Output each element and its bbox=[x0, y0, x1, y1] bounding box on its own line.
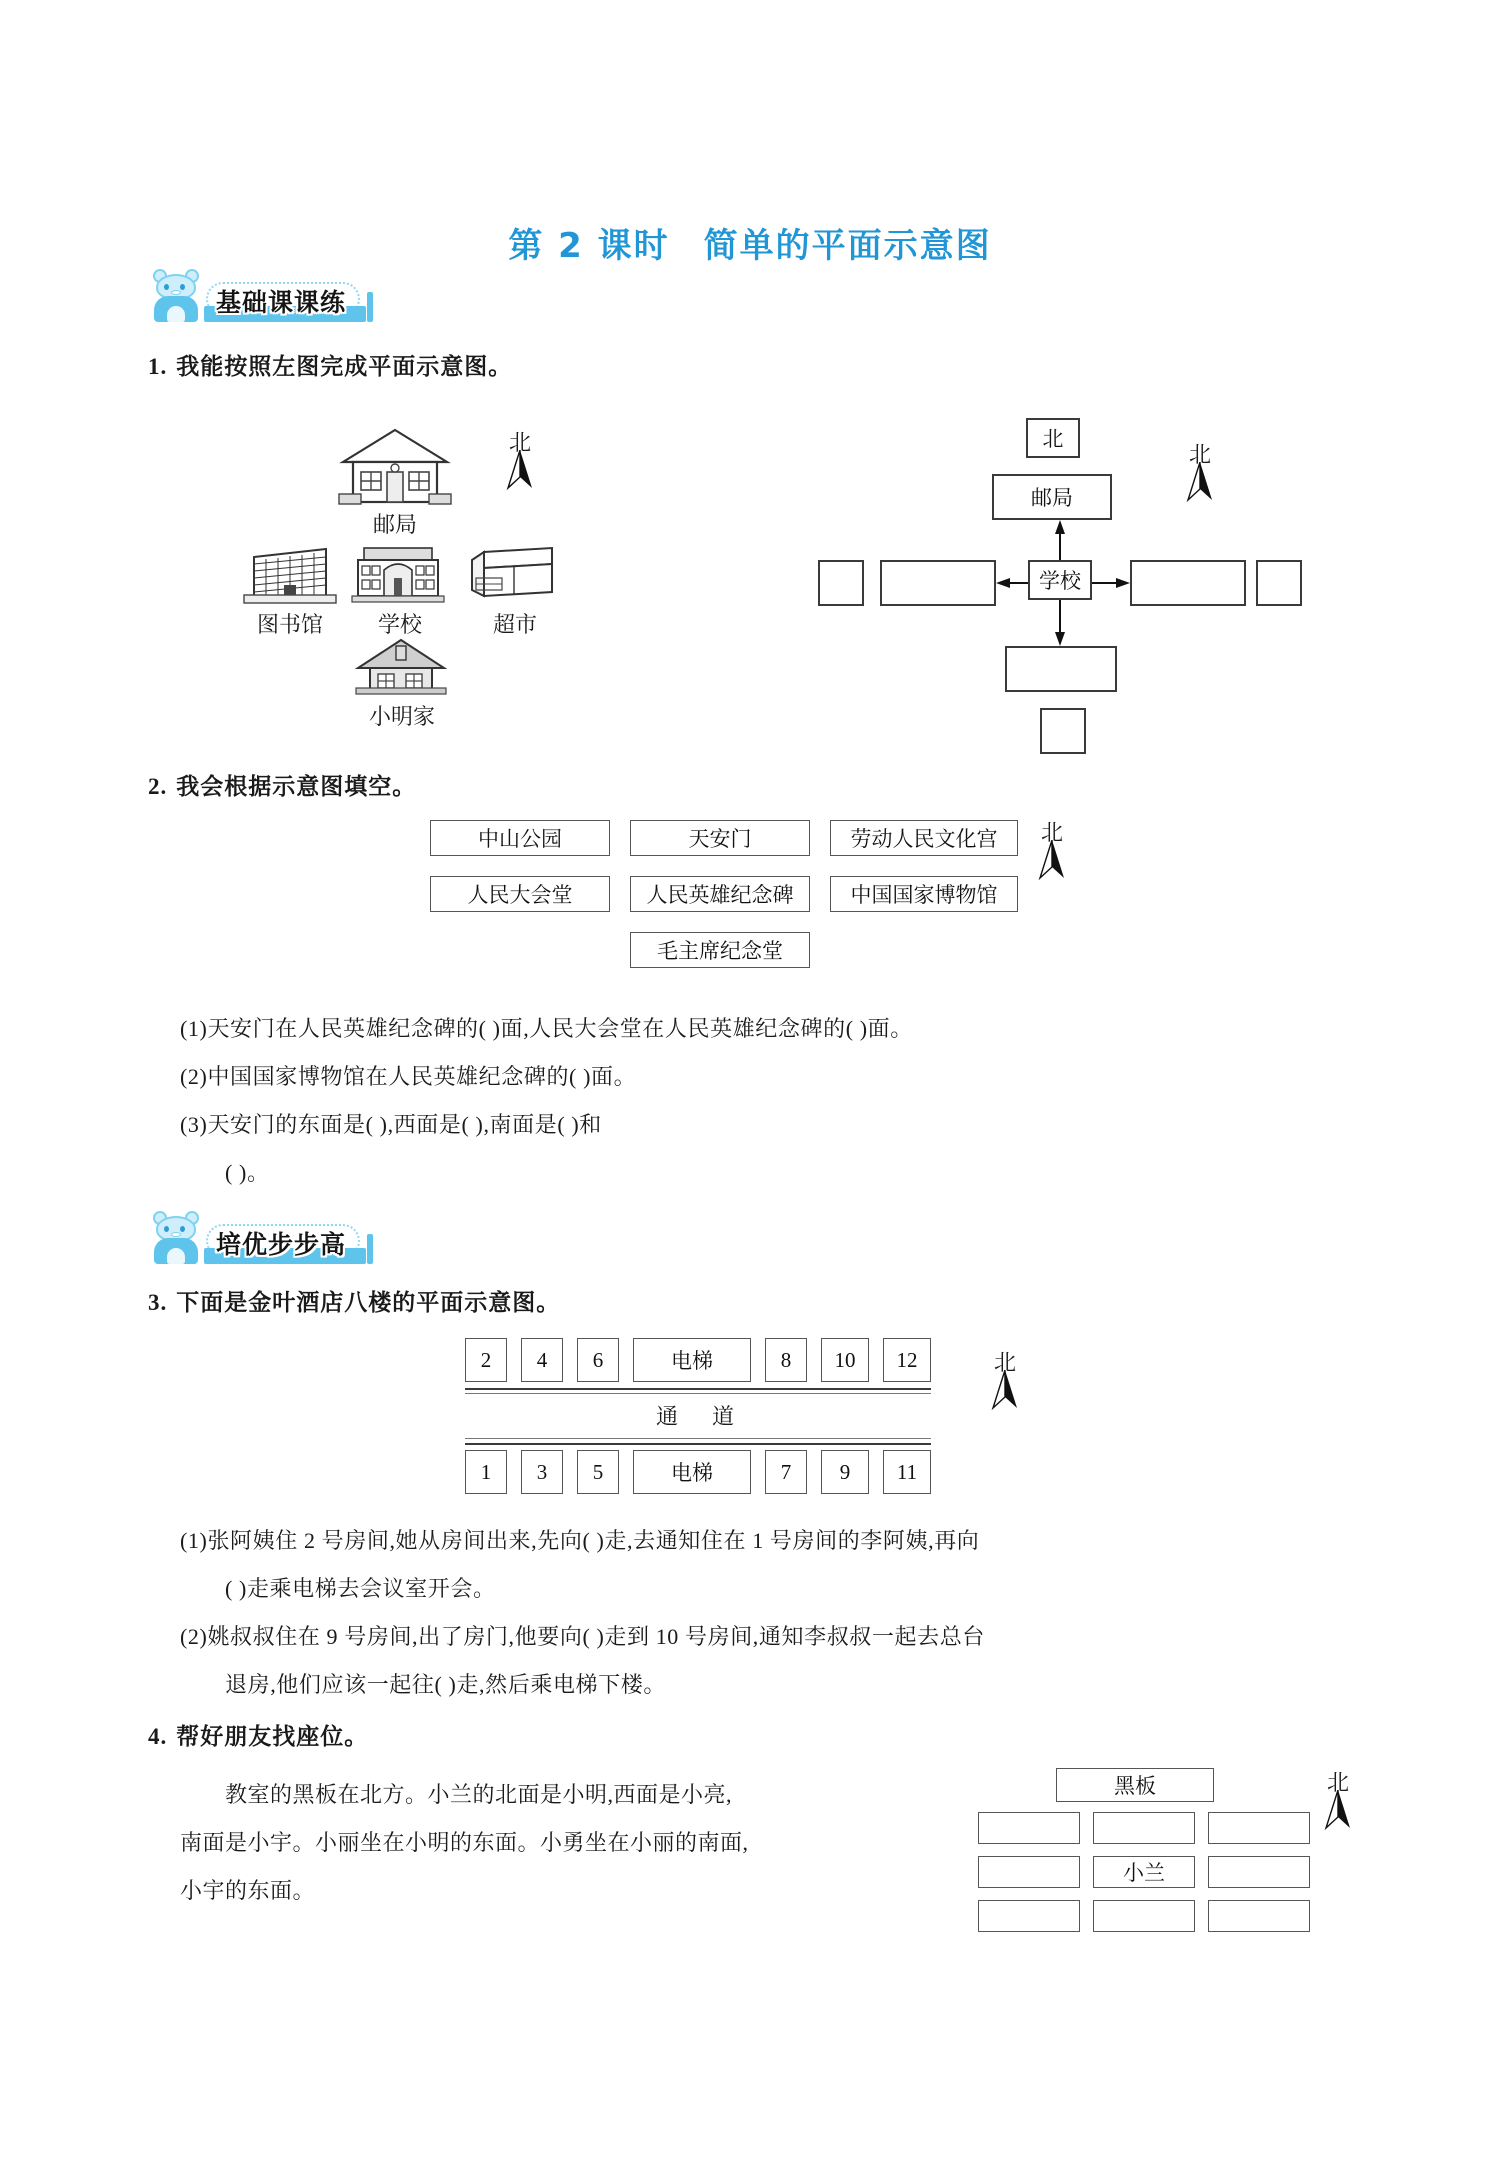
schematic-blank-bottom-small[interactable] bbox=[1040, 708, 1086, 754]
room-box-3: 3 bbox=[521, 1450, 563, 1494]
q3-floorplan-figure bbox=[455, 1338, 1075, 1508]
q1-picture-figure bbox=[230, 408, 585, 738]
home-house-icon bbox=[348, 636, 454, 698]
q3-item-1a: (1)张阿姨住 2 号房间,她从房间出来,先向( )走,去通知住在 1 号房间的李阿姨,再向 bbox=[180, 1528, 980, 1553]
room-box-8: 8 bbox=[765, 1338, 807, 1382]
q3-item-2a: (2)姚叔叔住在 9 号房间,出了房门,他要向( )走到 10 号房间,通知李叔叔一起去总台 bbox=[180, 1624, 985, 1649]
q4-body-line-1: 教室的黑板在北方。小兰的北面是小明,西面是小亮, bbox=[180, 1782, 733, 1807]
compass-north-label: 北 bbox=[508, 430, 531, 455]
map-box-monument-to-heroes: 人民英雄纪念碑 bbox=[630, 876, 810, 912]
seat-r2-c2-xiaolan: 小兰 bbox=[1093, 1856, 1195, 1888]
room-box-6: 6 bbox=[577, 1338, 619, 1382]
room-box-7: 7 bbox=[765, 1450, 807, 1494]
room-box-11: 11 bbox=[883, 1450, 931, 1494]
q2-item-3: (3)天安门的东面是( ),西面是( ),南面是( )和 bbox=[180, 1112, 602, 1137]
question-1-number: 1. bbox=[148, 354, 168, 379]
home-label: 小明家 bbox=[368, 704, 435, 729]
room-box-1: 1 bbox=[465, 1450, 507, 1494]
room-box-5: 5 bbox=[577, 1450, 619, 1494]
q2-item-2: (2)中国国家博物馆在人民英雄纪念碑的( )面。 bbox=[180, 1064, 637, 1089]
q4-body-line-3: 小宇的东面。 bbox=[180, 1878, 316, 1903]
room-box-10: 10 bbox=[821, 1338, 869, 1382]
seat-r3-c2[interactable] bbox=[1093, 1900, 1195, 1932]
schematic-north-box: 北 bbox=[1026, 418, 1080, 458]
seat-r2-c3[interactable] bbox=[1208, 1856, 1310, 1888]
compass-icon-q1-left bbox=[498, 426, 542, 490]
supermarket-icon bbox=[468, 546, 560, 602]
page-title-main: 简单的平面示意图 bbox=[703, 226, 992, 266]
map-box-great-hall: 人民大会堂 bbox=[430, 876, 610, 912]
elevator-box-top: 电梯 bbox=[633, 1338, 751, 1382]
seat-r2-c1[interactable] bbox=[978, 1856, 1080, 1888]
q3-item-1b: ( )走乘电梯去会议室开会。 bbox=[225, 1576, 496, 1601]
schematic-blank-far-left[interactable] bbox=[818, 560, 864, 606]
map-box-working-peoples-palace: 劳动人民文化宫 bbox=[830, 820, 1018, 856]
question-2-text: 我会根据示意图填空。 bbox=[176, 774, 417, 800]
question-4-heading bbox=[148, 1718, 368, 1751]
seat-r3-c3[interactable] bbox=[1208, 1900, 1310, 1932]
compass-icon-q4 bbox=[1316, 1766, 1360, 1830]
school-label: 学校 bbox=[377, 612, 422, 637]
q2-map-figure bbox=[430, 820, 1110, 1000]
section-badge-basic-label: 基础课课练 bbox=[216, 288, 347, 317]
schematic-post-office-box: 邮局 bbox=[992, 474, 1112, 520]
room-box-12: 12 bbox=[883, 1338, 931, 1382]
corridor-divider-bottom bbox=[465, 1443, 931, 1445]
seat-r1-c3[interactable] bbox=[1208, 1812, 1310, 1844]
question-2-heading bbox=[148, 768, 416, 801]
schematic-blank-right[interactable] bbox=[1130, 560, 1246, 606]
question-1-heading bbox=[148, 348, 512, 381]
q2-item-4: ( )。 bbox=[225, 1160, 270, 1185]
question-4-number: 4. bbox=[148, 1724, 168, 1749]
page-title bbox=[0, 218, 1500, 267]
schematic-blank-bottom[interactable] bbox=[1005, 646, 1117, 692]
map-box-tiananmen: 天安门 bbox=[630, 820, 810, 856]
question-3-number: 3. bbox=[148, 1290, 168, 1315]
post-office-house-icon bbox=[335, 426, 455, 506]
library-label: 图书馆 bbox=[256, 612, 323, 637]
supermarket-label: 超市 bbox=[492, 612, 537, 637]
room-box-2: 2 bbox=[465, 1338, 507, 1382]
q4-seating-figure bbox=[960, 1768, 1350, 1938]
schematic-blank-left[interactable] bbox=[880, 560, 996, 606]
room-box-9: 9 bbox=[821, 1450, 869, 1494]
post-office-label: 邮局 bbox=[372, 512, 417, 537]
map-box-zhongshan-park: 中山公园 bbox=[430, 820, 610, 856]
compass-icon-q1-right bbox=[1178, 438, 1222, 502]
corridor-divider-bottom-thin bbox=[465, 1438, 931, 1439]
blackboard-box: 黑板 bbox=[1056, 1768, 1214, 1802]
question-3-heading bbox=[148, 1284, 560, 1317]
corridor-label: 通 道 bbox=[655, 1404, 740, 1429]
schematic-blank-far-right[interactable] bbox=[1256, 560, 1302, 606]
compass-north-label: 北 bbox=[1040, 820, 1063, 845]
corridor-divider-top bbox=[465, 1388, 931, 1390]
q3-item-2b: 退房,他们应该一起往( )走,然后乘电梯下楼。 bbox=[225, 1672, 666, 1697]
question-1-text: 我能按照左图完成平面示意图。 bbox=[176, 354, 513, 380]
seat-r1-c1[interactable] bbox=[978, 1812, 1080, 1844]
section-badge-advanced-label: 培优步步高 bbox=[216, 1230, 347, 1259]
school-building-icon bbox=[350, 538, 446, 604]
compass-north-label: 北 bbox=[1326, 1770, 1349, 1795]
page-title-prefix: 第 2 课时 bbox=[508, 226, 670, 266]
question-2-number: 2. bbox=[148, 774, 168, 799]
q2-item-1: (1)天安门在人民英雄纪念碑的( )面,人民大会堂在人民英雄纪念碑的( )面。 bbox=[180, 1016, 913, 1041]
compass-icon-q3 bbox=[983, 1346, 1027, 1410]
elevator-box-bottom: 电梯 bbox=[633, 1450, 751, 1494]
compass-north-label: 北 bbox=[993, 1350, 1016, 1375]
library-building-icon bbox=[240, 543, 340, 605]
section-badge-basic bbox=[150, 272, 360, 322]
room-box-4: 4 bbox=[521, 1338, 563, 1382]
question-4-text: 帮好朋友找座位。 bbox=[176, 1724, 369, 1750]
q1-schematic-figure bbox=[800, 408, 1320, 753]
compass-north-label: 北 bbox=[1188, 442, 1211, 467]
map-box-chairman-mao-hall: 毛主席纪念堂 bbox=[630, 932, 810, 968]
question-3-text: 下面是金叶酒店八楼的平面示意图。 bbox=[176, 1290, 561, 1316]
q4-body-line-2: 南面是小宇。小丽坐在小明的东面。小勇坐在小丽的南面, bbox=[180, 1830, 749, 1855]
schematic-school-box: 学校 bbox=[1028, 560, 1092, 600]
section-badge-advanced bbox=[150, 1214, 360, 1264]
map-box-national-museum: 中国国家博物馆 bbox=[830, 876, 1018, 912]
corridor-divider-top-thin bbox=[465, 1393, 931, 1394]
compass-icon-q2 bbox=[1030, 816, 1074, 880]
bear-mascot-icon bbox=[150, 272, 202, 322]
bear-mascot-icon bbox=[150, 1214, 202, 1264]
seat-r1-c2[interactable] bbox=[1093, 1812, 1195, 1844]
seat-r3-c1[interactable] bbox=[978, 1900, 1080, 1932]
